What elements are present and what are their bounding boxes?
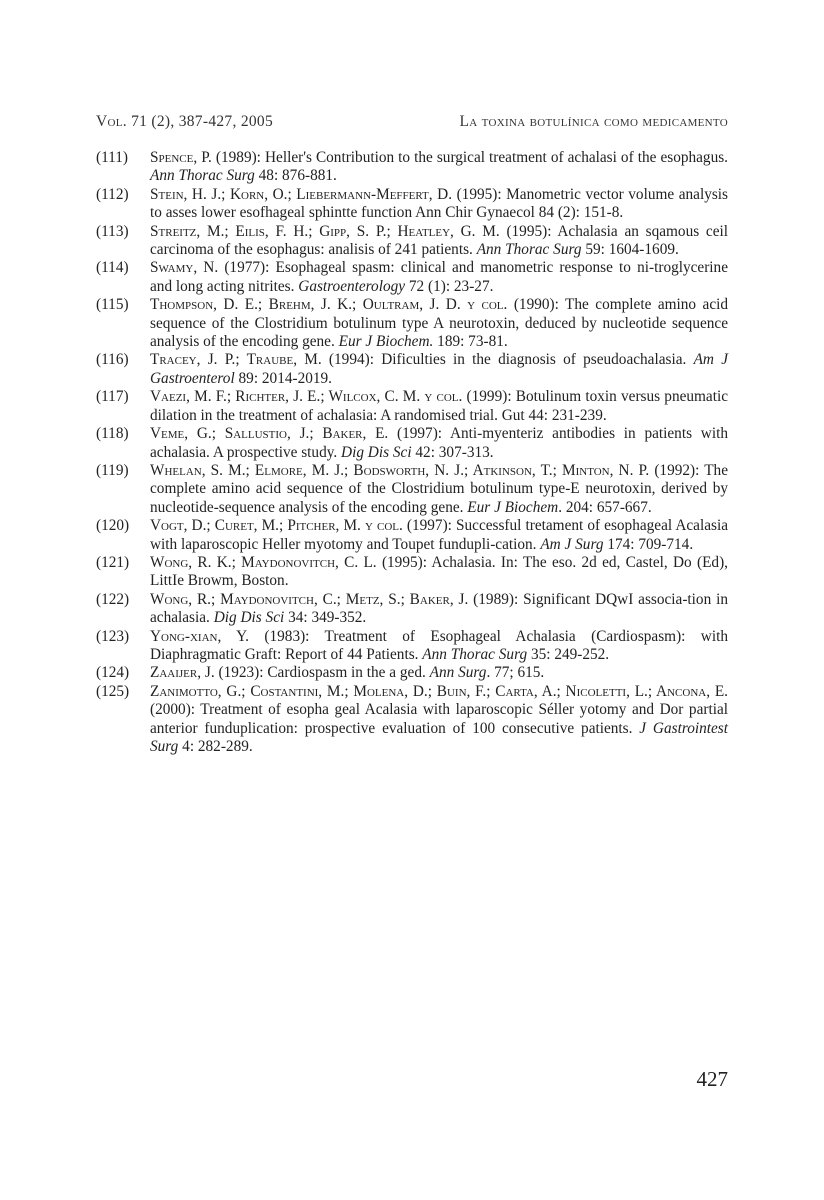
reference-text	[150, 223, 728, 260]
reference-body: (1989): Significant DQwI associa-tion in achalasia.	[150, 590, 728, 627]
reference-citation-tail: . 204: 657-667.	[558, 498, 652, 516]
reference-item	[96, 223, 728, 260]
reference-body: (1995): Achalasia an sqamous ceil carcinoma of the esophagus: analisis of 241 patients.	[150, 222, 729, 259]
reference-journal: Eur J Biochem.	[338, 333, 434, 351]
reference-journal: Eur J Biochem	[467, 498, 559, 516]
reference-item	[96, 296, 728, 351]
reference-text	[150, 186, 728, 223]
journal-volume-header: Vol. 71 (2), 387-427, 2005	[96, 113, 274, 130]
reference-authors: Vaezi, M. F.; Richter, J. E.; Wilcox, C. M. y col.	[150, 388, 463, 406]
reference-citation-tail: 174: 709-714.	[603, 535, 694, 553]
reference-item	[96, 462, 728, 517]
reference-citation-tail: 42: 307-313.	[411, 443, 494, 461]
reference-number: (121)	[96, 553, 130, 571]
reference-text	[150, 554, 728, 591]
reference-citation-tail: 72 (1): 23-27.	[405, 277, 494, 295]
reference-item	[96, 628, 728, 665]
reference-text	[150, 664, 728, 682]
reference-citation-tail: 89: 2014-2019.	[234, 369, 333, 387]
reference-citation-tail: 59: 1604-1609.	[581, 241, 679, 259]
reference-authors: Zaaijer, J.	[150, 664, 215, 682]
reference-number: (123)	[96, 627, 130, 645]
reference-authors: Wong, R. K.; Maydonovitch, C. L.	[150, 553, 377, 571]
reference-item	[96, 388, 728, 425]
reference-authors: Wong, R.; Maydonovitch, C.; Metz, S.; Baker, J.	[150, 590, 469, 608]
reference-body: (1983): Treatment of Esophageal Achalasia (Cardiospasm): with Diaphragmatic Graft: Report of 44 Patients.	[150, 627, 729, 663]
reference-body: (1999): Botulinum toxin versus pneumatic dilation in the treatment of achalasia: A randomised trial. Gut 44: 231-239.	[150, 388, 729, 424]
reference-number: (115)	[96, 296, 129, 314]
reference-body: (1989): Heller's Contribution to the surgical treatment of achalasi of the esophagus.	[211, 149, 728, 166]
reference-text	[150, 591, 728, 628]
reference-citation-tail: 189: 73-81.	[433, 333, 508, 351]
reference-journal: Ann Thorac Surg	[476, 241, 582, 259]
reference-item	[96, 554, 728, 591]
reference-body: (1923): Cardiospasm in the a ged.	[214, 664, 430, 682]
reference-text	[150, 462, 728, 517]
reference-number: (122)	[96, 590, 130, 608]
reference-authors: Veme, G.; Sallustio, J.; Baker, E.	[150, 425, 389, 443]
reference-journal: J Gastrointest Surg	[150, 719, 729, 755]
reference-authors: Zanimotto, G.; Costantini, M.; Molena, D.; Buin, F.; Carta, A.; Nicoletti, L.; Ancona, E.	[150, 682, 728, 700]
reference-citation-tail: . 77; 615.	[486, 664, 545, 682]
reference-text	[150, 517, 728, 554]
reference-item	[96, 149, 728, 186]
reference-text	[150, 296, 728, 351]
reference-authors: Spence, P.	[150, 149, 212, 166]
reference-item	[96, 683, 728, 757]
reference-list	[96, 149, 728, 756]
reference-number: (112)	[96, 185, 129, 203]
reference-body: (1990): The complete amino acid sequence of the Clostridium botulinum type A neurotoxin, deduced by nucleotide sequence analysis of the encoding gene.	[150, 296, 729, 351]
reference-body: (1994): Dificulties in the diagnosis of pseudoachalasia.	[321, 351, 694, 369]
reference-citation-tail: 35: 249-252.	[527, 645, 610, 663]
reference-item	[96, 517, 728, 554]
reference-number: (124)	[96, 664, 130, 682]
reference-number: (116)	[96, 351, 129, 369]
page-number: 427	[696, 1067, 728, 1091]
reference-authors: Yong-xian, Y.	[150, 627, 250, 645]
reference-body: (1995): Manometric vector volume analysis to asses lower esofhageal sphintte function Ann Chir Gynaecol 84 (2): 151-8.	[150, 185, 728, 222]
reference-authors: Whelan, S. M.; Elmore, M. J.; Bodsworth, N. J.; Atkinson, T.; Minton, N. P.	[150, 461, 650, 479]
reference-journal: Ann Surg	[429, 664, 487, 682]
reference-journal: Ann Thorac Surg	[422, 645, 528, 663]
reference-journal: Ann Thorac Surg	[150, 167, 255, 185]
reference-number: (118)	[96, 425, 129, 443]
reference-citation-tail: 34: 349-352.	[284, 609, 367, 627]
reference-authors: Thompson, D. E.; Brehm, J. K.; Oultram, J. D. y col.	[150, 296, 508, 314]
reference-body: (1977): Esophageal spasm: clinical and manometric response to ni-troglycerine and long acting nitrites.	[150, 259, 728, 295]
reference-journal: Am J Surg	[540, 535, 604, 553]
reference-item	[96, 186, 728, 223]
reference-number: (117)	[96, 388, 129, 406]
reference-item	[96, 351, 728, 388]
reference-journal: Dig Dis Sci	[213, 609, 285, 627]
reference-journal: Dig Dis Sci	[341, 443, 412, 461]
reference-item	[96, 425, 728, 462]
reference-number: (114)	[96, 259, 129, 277]
reference-item	[96, 664, 728, 682]
reference-text	[150, 259, 728, 296]
reference-text	[150, 683, 728, 757]
reference-text	[150, 351, 728, 388]
reference-journal: Gastroenterology	[298, 277, 406, 295]
reference-authors: Vogt, D.; Curet, M.; Pitcher, M. y col.	[150, 517, 403, 535]
reference-citation-tail: 4: 282-289.	[178, 738, 253, 755]
reference-body: (2000): Treatment of esopha geal Acalasia with laparoscopic Séller yotomy and Dor partial anterior funduplication: prospective evaluation of 100 consecutive patients.	[150, 701, 728, 737]
reference-journal: Am J Gastroenterol	[150, 351, 728, 387]
reference-item	[96, 591, 728, 628]
reference-body: (1995): Achalasia. In: The eso. 2d ed, Castel, Do (Ed), LittIe Browm, Boston.	[150, 553, 729, 590]
reference-number: (111)	[96, 149, 128, 166]
reference-number: (125)	[96, 682, 130, 700]
reference-body: (1997): Anti-myenteriz antibodies in patients with achalasia. A prospective study.	[150, 425, 728, 461]
reference-text	[150, 388, 728, 425]
reference-text	[150, 628, 728, 665]
reference-authors: Streitz, M.; Eilis, F. H.; Gipp, S. P.; Heatley, G. M.	[150, 222, 500, 240]
reference-authors: Stein, H. J.; Korn, O.; Liebermann-Meffert, D.	[150, 185, 453, 203]
reference-authors: Swamy, N.	[150, 259, 219, 277]
reference-number: (119)	[96, 461, 129, 479]
reference-body: (1997): Successful tretament of esophageal Acalasia with laparoscopic Heller myotomy and Toupet fundupli-cation.	[150, 517, 728, 553]
reference-authors: Tracey, J. P.; Traube, M.	[150, 351, 322, 369]
reference-text	[150, 149, 728, 186]
article-title-header: La toxina botulínica como medicamento	[459, 113, 728, 130]
reference-number: (113)	[96, 222, 129, 240]
reference-text	[150, 425, 728, 462]
running-head	[96, 113, 728, 133]
reference-body: (1992): The complete amino acid sequence of the Clostridium botulinum type-E neurotoxin, derived by nucleotide-sequence analysis of the encoding gene.	[150, 461, 728, 516]
reference-number: (120)	[96, 517, 130, 535]
reference-item	[96, 259, 728, 296]
reference-citation-tail: 48: 876-881.	[254, 167, 337, 185]
